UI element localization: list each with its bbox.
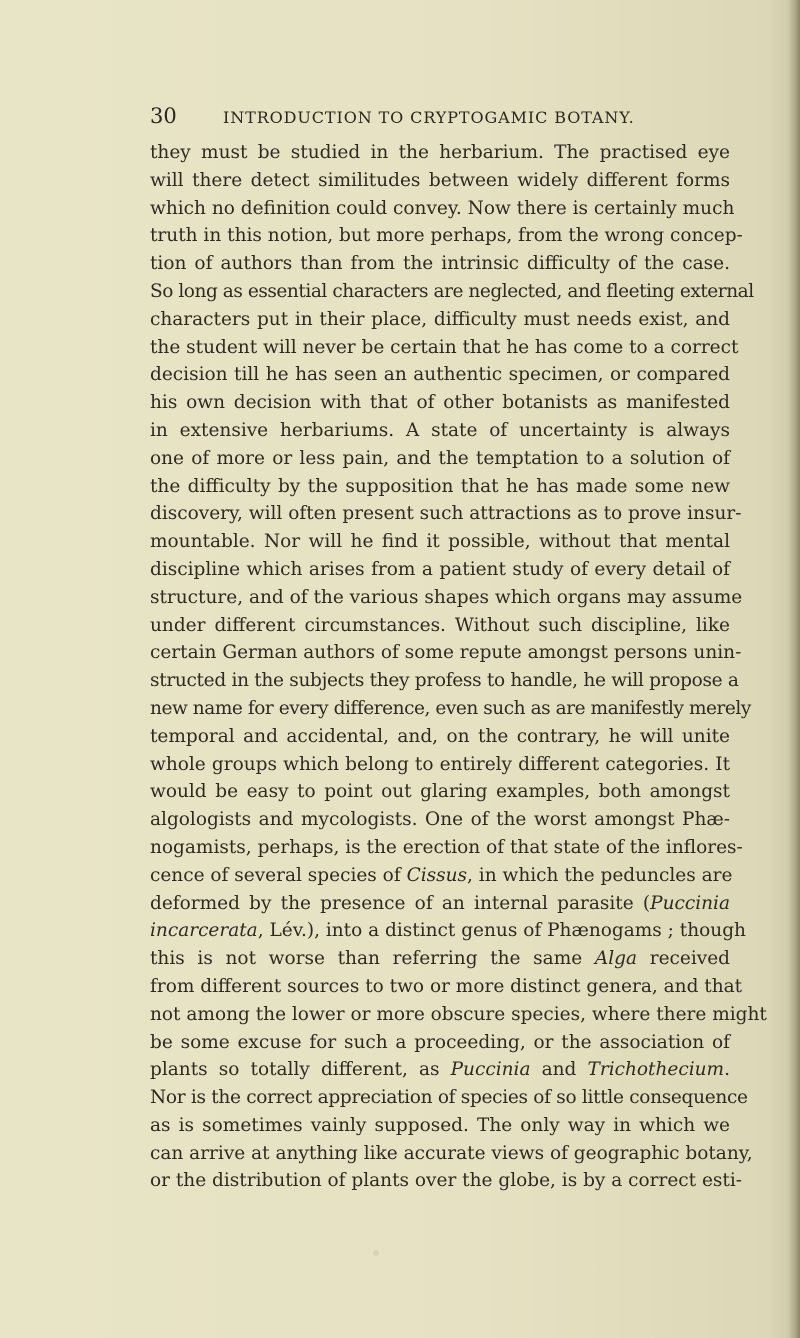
page-header [150, 104, 710, 134]
italic-term: Cissus [406, 864, 468, 886]
text-run: plants so totally different, as [150, 1059, 440, 1081]
text-line: certain German authors of some repute amongst persons unin- [150, 642, 742, 664]
body-text [150, 139, 767, 1195]
text-line: which no definition could convey. Now there is certainly much [150, 197, 735, 219]
text-run: and [541, 1059, 577, 1081]
italic-term: incarcerata [150, 920, 258, 942]
text-line: algologists and mycologists. One of the worst amongst Phæ- [150, 809, 730, 831]
text-line: under different circumstances. Without such discipline, like [150, 614, 730, 636]
text-run: this is not worse than referring the same [150, 948, 583, 970]
text-run: , Lév.), into a distinct genus of Phænogams ; though [257, 920, 746, 942]
text-line: or the distribution of plants over the globe, is by a correct esti- [150, 1170, 743, 1192]
text-run: , in which the peduncles are [467, 864, 733, 886]
text-line: the difficulty by the supposition that he has made some new [150, 475, 730, 497]
text-line: nogamists, perhaps, is the erection of that state of the inflores- [150, 836, 743, 858]
text-line: So long as essential characters are neglected, and fleeting external [150, 280, 754, 302]
text-line [150, 945, 730, 973]
italic-term: Alga [594, 948, 638, 970]
page-edge-shadow [788, 0, 800, 1338]
text-line: as is sometimes vainly supposed. The only way in which we [150, 1114, 730, 1136]
text-line: tion of authors than from the intrinsic difficulty of the case. [150, 253, 730, 275]
text-line: structure, and of the various shapes which organs may assume [150, 586, 743, 608]
text-line [150, 1056, 730, 1084]
text-line: not among the lower or more obscure species, where there might [150, 1003, 767, 1025]
text-line: can arrive at anything like accurate views of geographic botany, [150, 1142, 753, 1164]
italic-term: Puccinia [650, 892, 730, 914]
text-line: mountable. Nor will he find it possible, without that mental [150, 531, 730, 553]
text-line: discipline which arises from a patient study of every detail of [150, 558, 730, 580]
running-head: INTRODUCTION TO CRYPTOGAMIC BOTANY. [223, 108, 635, 127]
text-line: whole groups which belong to entirely different categories. It [150, 753, 730, 775]
text-line: in extensive herbariums. A state of uncertainty is always [150, 419, 730, 441]
text-line: from different sources to two or more distinct genera, and that [150, 975, 743, 997]
text-line [150, 890, 730, 918]
text-line: his own decision with that of other botanists as manifested [150, 392, 730, 414]
text-line: decision till he has seen an authentic specimen, or compared [150, 364, 730, 386]
text-line: discovery, will often present such attractions as to prove insur- [150, 503, 742, 525]
text-run: . [724, 1059, 730, 1081]
paper-speck [373, 1250, 379, 1256]
text-line [150, 917, 746, 945]
text-line: will there detect similitudes between widely different forms [150, 169, 730, 191]
text-line: temporal and accidental, and, on the contrary, he will unite [150, 725, 730, 747]
text-line: they must be studied in the herbarium. The practised eye [150, 142, 730, 163]
text-line: characters put in their place, difficulty must needs exist, and [150, 308, 730, 330]
text-run: received [649, 948, 730, 970]
text-run: deformed by the presence of an internal parasite ( [150, 892, 651, 914]
text-line: would be easy to point out glaring examples, both amongst [150, 781, 730, 803]
page-number: 30 [150, 104, 177, 128]
text-line [150, 862, 733, 890]
text-line: Nor is the correct appreciation of species of so little consequence [150, 1087, 748, 1109]
italic-term: Puccinia [450, 1059, 531, 1081]
text-line: one of more or less pain, and the temptation to a solution of [150, 447, 730, 469]
text-line: be some excuse for such a proceeding, or the association of [150, 1031, 730, 1053]
text-line: truth in this notion, but more perhaps, from the wrong concep- [150, 225, 743, 247]
text-line: new name for every difference, even such as are manifestly merely [150, 697, 751, 719]
text-line: structed in the subjects they profess to handle, he will propose a [150, 670, 739, 692]
italic-term: Trichothecium [587, 1059, 725, 1081]
text-line: the student will never be certain that he has come to a correct [150, 336, 739, 358]
text-run: cence of several species of [150, 864, 401, 886]
